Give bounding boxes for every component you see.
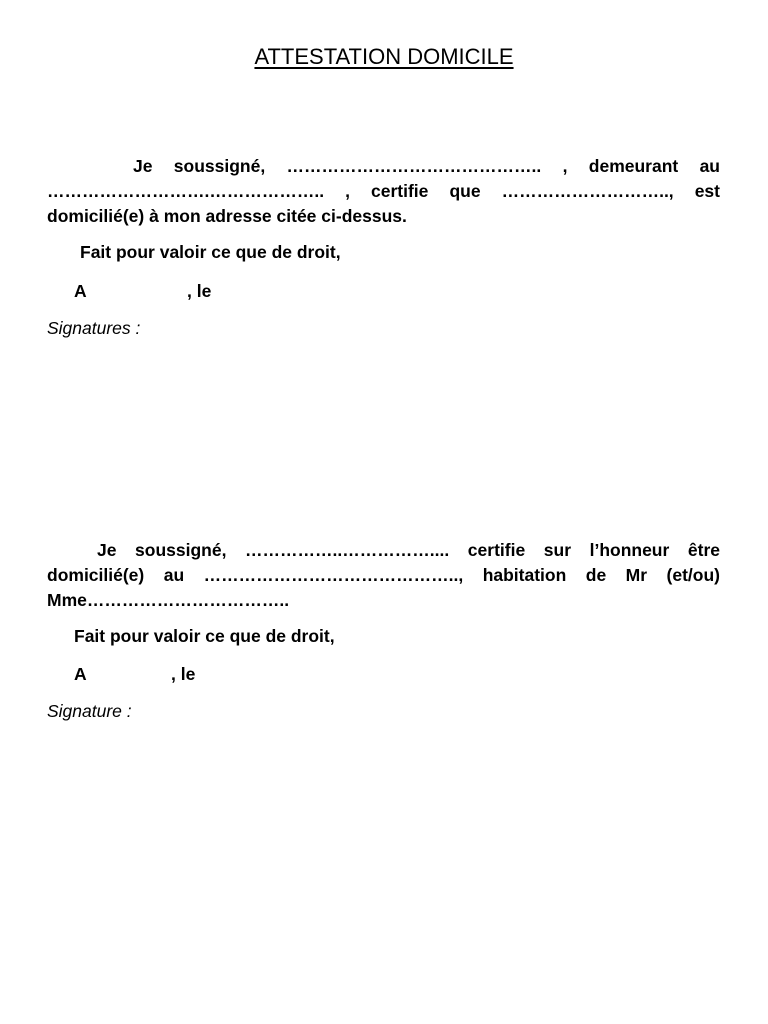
attestation-paragraph-1: Je soussigné, …………………………………….. , demeurant au ……………………….……………….. , certifie que ……………………….., est domicilié(e) à mon adresse citée ci-dessus. (47, 156, 720, 226)
attestation-section-2 (47, 538, 720, 613)
signature-label-2: Signature : (47, 701, 132, 721)
signature-label-1: Signatures : (47, 318, 141, 338)
attestation-section-1 (47, 154, 720, 229)
place-label-1: A (74, 281, 87, 301)
attestation-paragraph-2: Je soussigné, ……………..…………….... certifie sur l’honneur être domicilié(e) au …………………………………….., habitation de Mr (et/ou) Mme…………………………….. (47, 540, 720, 610)
date-label-2: , le (171, 664, 196, 684)
document-title: ATTESTATION DOMICILE (254, 44, 514, 69)
closing-line-1: Fait pour valoir ce que de droit, (80, 242, 341, 262)
date-label-1: , le (187, 281, 212, 301)
place-label-2: A (74, 664, 87, 684)
closing-line-2: Fait pour valoir ce que de droit, (74, 626, 335, 646)
